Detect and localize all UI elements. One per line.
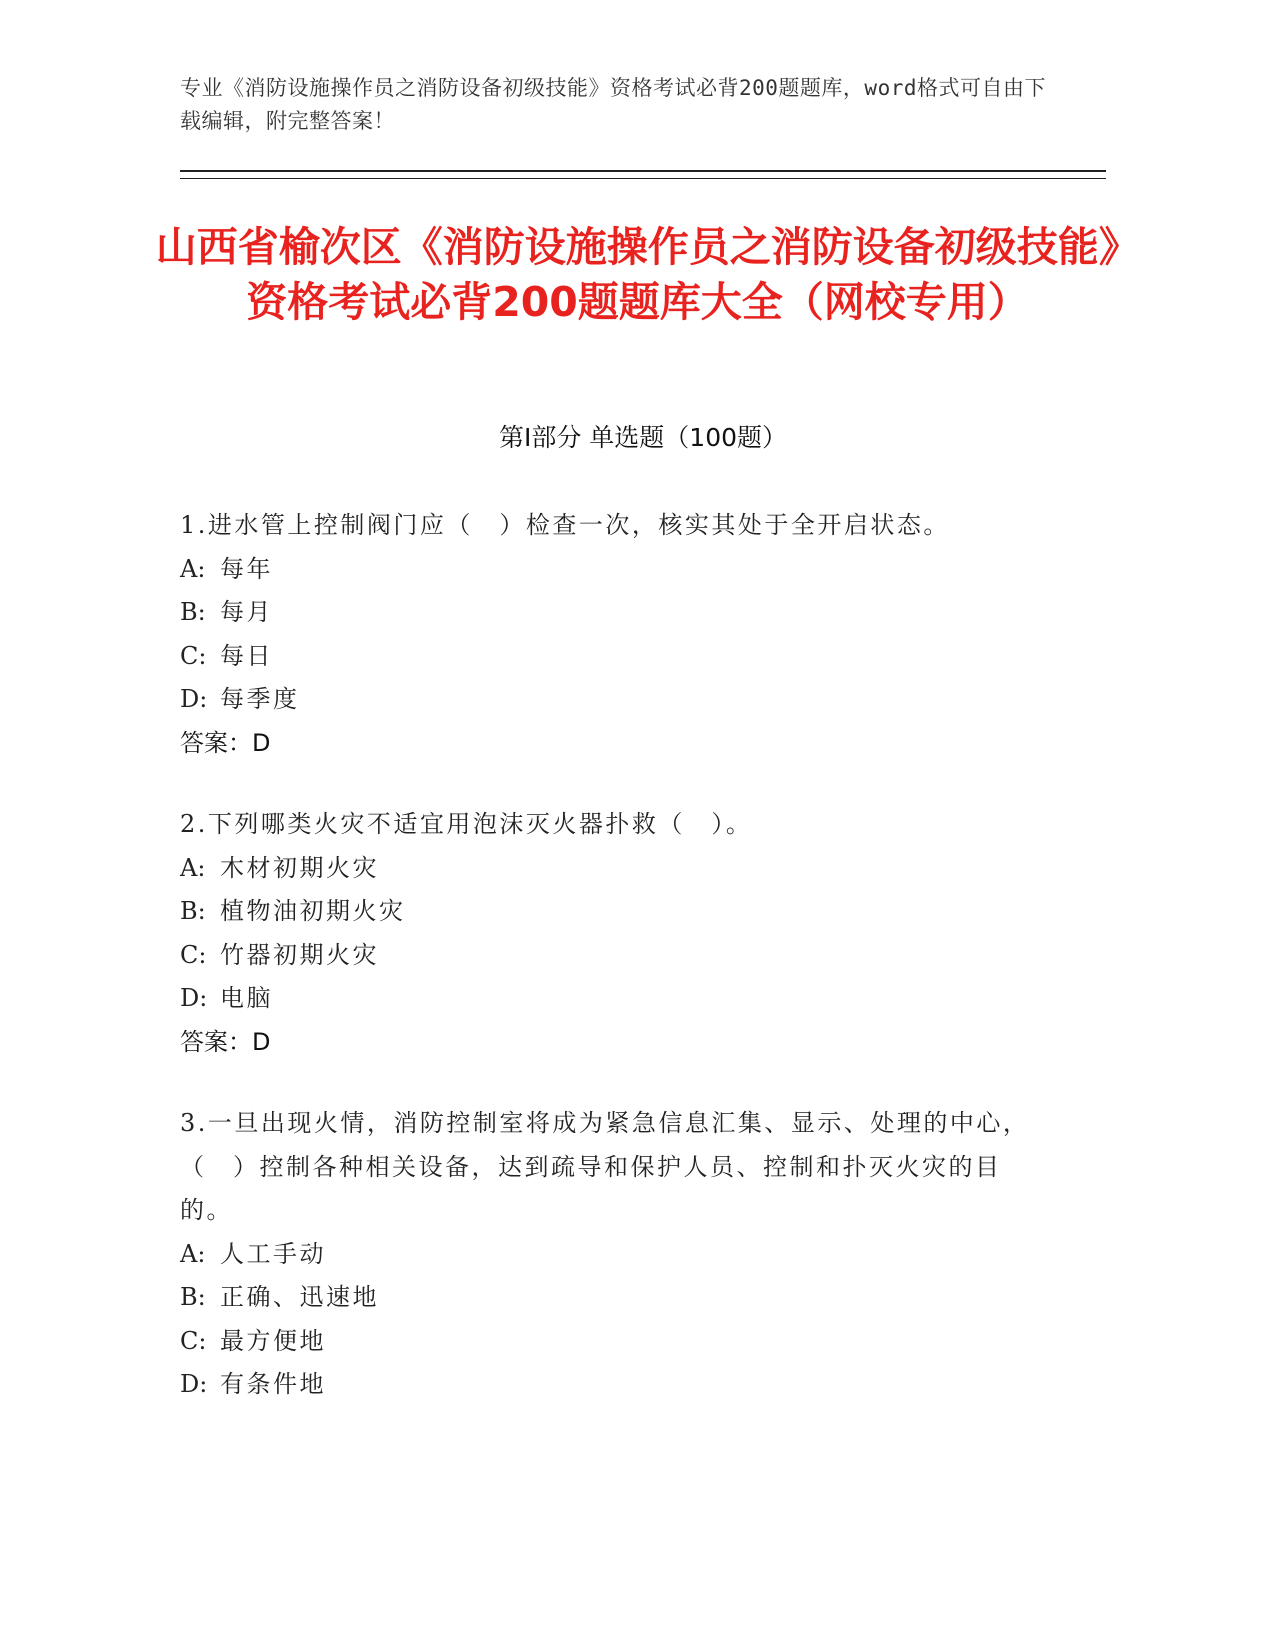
option-a bbox=[180, 1233, 1040, 1277]
question-1 bbox=[180, 504, 1040, 765]
header-note: 专业《消防设施操作员之消防设备初级技能》资格考试必背200题题库，word格式可自由下载编辑，附完整答案！ bbox=[180, 76, 1046, 133]
option-d bbox=[180, 977, 1040, 1021]
option-b bbox=[180, 591, 1040, 635]
option-d bbox=[180, 678, 1040, 722]
option-letter: A: bbox=[180, 853, 206, 882]
header-divider-thin bbox=[180, 178, 1106, 179]
option-b bbox=[180, 890, 1040, 934]
option-c bbox=[180, 635, 1040, 679]
section-title: 第Ⅰ部分 单选题（100题） bbox=[498, 423, 788, 452]
option-text: 木材初期火灾 bbox=[220, 853, 379, 882]
option-letter: C: bbox=[180, 641, 207, 670]
question-3 bbox=[180, 1102, 1040, 1407]
question-text: 3.一旦出现火情，消防控制室将成为紧急信息汇集、显示、处理的中心，（ ）控制各种相关设备，达到疏导和保护人员、控制和扑灭火灾的目的。 bbox=[180, 1109, 1030, 1224]
option-letter: B: bbox=[180, 1283, 206, 1311]
question-text: 2.下列哪类火灾不适宜用泡沫灭火器扑救（ ）。 bbox=[180, 810, 753, 838]
option-letter: B: bbox=[180, 598, 206, 626]
option-c bbox=[180, 1320, 1040, 1364]
option-letter: C: bbox=[180, 1326, 207, 1355]
question-list bbox=[180, 504, 1040, 1445]
option-letter: D: bbox=[180, 685, 208, 713]
option-text: 最方便地 bbox=[220, 1326, 326, 1355]
option-letter: B: bbox=[180, 897, 206, 925]
option-a bbox=[180, 847, 1040, 891]
document-title: 山西省榆次区《消防设施操作员之消防设备初级技能》资格考试必背200题题库大全（网校专用） bbox=[155, 223, 1120, 326]
option-text: 人工手动 bbox=[220, 1239, 326, 1268]
question-2 bbox=[180, 803, 1040, 1064]
option-text: 每日 bbox=[220, 641, 273, 670]
option-text: 有条件地 bbox=[220, 1370, 326, 1398]
option-text: 正确、迅速地 bbox=[220, 1283, 379, 1311]
answer: 答案：D bbox=[180, 1027, 271, 1056]
option-letter: D: bbox=[180, 1370, 208, 1398]
option-text: 每月 bbox=[220, 598, 273, 626]
option-text: 植物油初期火灾 bbox=[220, 897, 406, 925]
option-text: 每年 bbox=[220, 554, 273, 583]
question-text: 1.进水管上控制阀门应（ ）检查一次，核实其处于全开启状态。 bbox=[180, 511, 950, 539]
option-text: 竹器初期火灾 bbox=[220, 940, 379, 969]
option-letter: A: bbox=[180, 1239, 206, 1268]
option-text: 电脑 bbox=[220, 984, 273, 1012]
option-letter: D: bbox=[180, 984, 208, 1012]
header-divider-thick bbox=[180, 170, 1106, 172]
option-text: 每季度 bbox=[220, 685, 300, 713]
answer: 答案：D bbox=[180, 728, 271, 757]
option-letter: A: bbox=[180, 554, 206, 583]
option-c bbox=[180, 934, 1040, 978]
option-a bbox=[180, 548, 1040, 592]
option-b bbox=[180, 1276, 1040, 1320]
option-d bbox=[180, 1363, 1040, 1407]
option-letter: C: bbox=[180, 940, 207, 969]
